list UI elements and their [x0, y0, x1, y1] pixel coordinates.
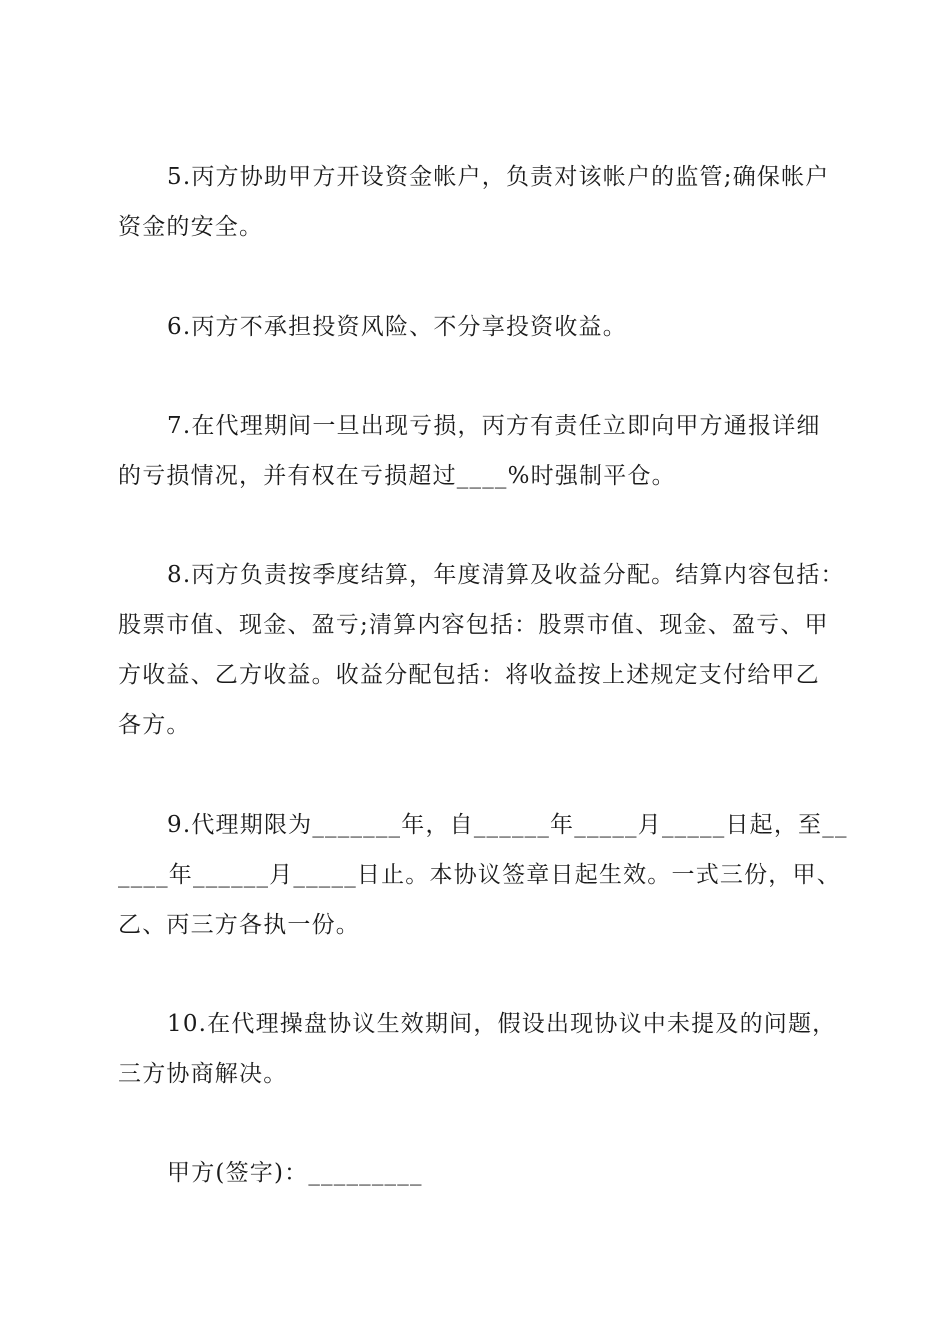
clause-8-line-4: 各方。 [118, 712, 191, 738]
clause-8-line-2: 股票市值、现金、盈亏;清算内容包括：股票市值、现金、盈亏、甲 [118, 612, 829, 638]
party-a-signature [118, 1148, 838, 1198]
clause-8-line-3: 方收益、乙方收益。收益分配包括：将收益按上述规定支付给甲乙 [118, 662, 820, 688]
clause-9-line-1: 9.代理期限为_______年，自______年_____月_____日起，至__ [167, 812, 848, 838]
clause-5-line-2: 资金的安全。 [118, 214, 264, 240]
clause-8 [118, 550, 845, 750]
clause-6-line-1: 6.丙方不承担投资风险、不分享投资收益。 [167, 314, 627, 340]
clause-5 [118, 152, 838, 252]
clause-9-line-2: ____年______月_____日止。本协议签章日起生效。一式三份，甲、 [118, 862, 841, 888]
clause-9-line-3: 乙、丙三方各执一份。 [118, 912, 360, 938]
party-a-signature-line: 甲方(签字)：_________ [167, 1160, 423, 1186]
clause-6 [118, 302, 838, 352]
clause-10-line-2: 三方协商解决。 [118, 1061, 288, 1087]
clause-10 [118, 999, 838, 1099]
clause-5-line-1: 5.丙方协助甲方开设资金帐户，负责对该帐户的监管;确保帐户 [167, 164, 830, 190]
clause-7 [118, 401, 838, 501]
clause-10-line-1: 10.在代理操盘协议生效期间，假设出现协议中未提及的问题， [167, 1011, 837, 1037]
clause-7-line-1: 7.在代理期间一旦出现亏损，丙方有责任立即向甲方通报详细 [167, 413, 821, 439]
clause-8-line-1: 8.丙方负责按季度结算，年度清算及收益分配。结算内容包括： [167, 562, 845, 588]
clause-9 [118, 800, 848, 950]
clause-7-line-2: 的亏损情况，并有权在亏损超过____%时强制平仓。 [118, 463, 676, 489]
